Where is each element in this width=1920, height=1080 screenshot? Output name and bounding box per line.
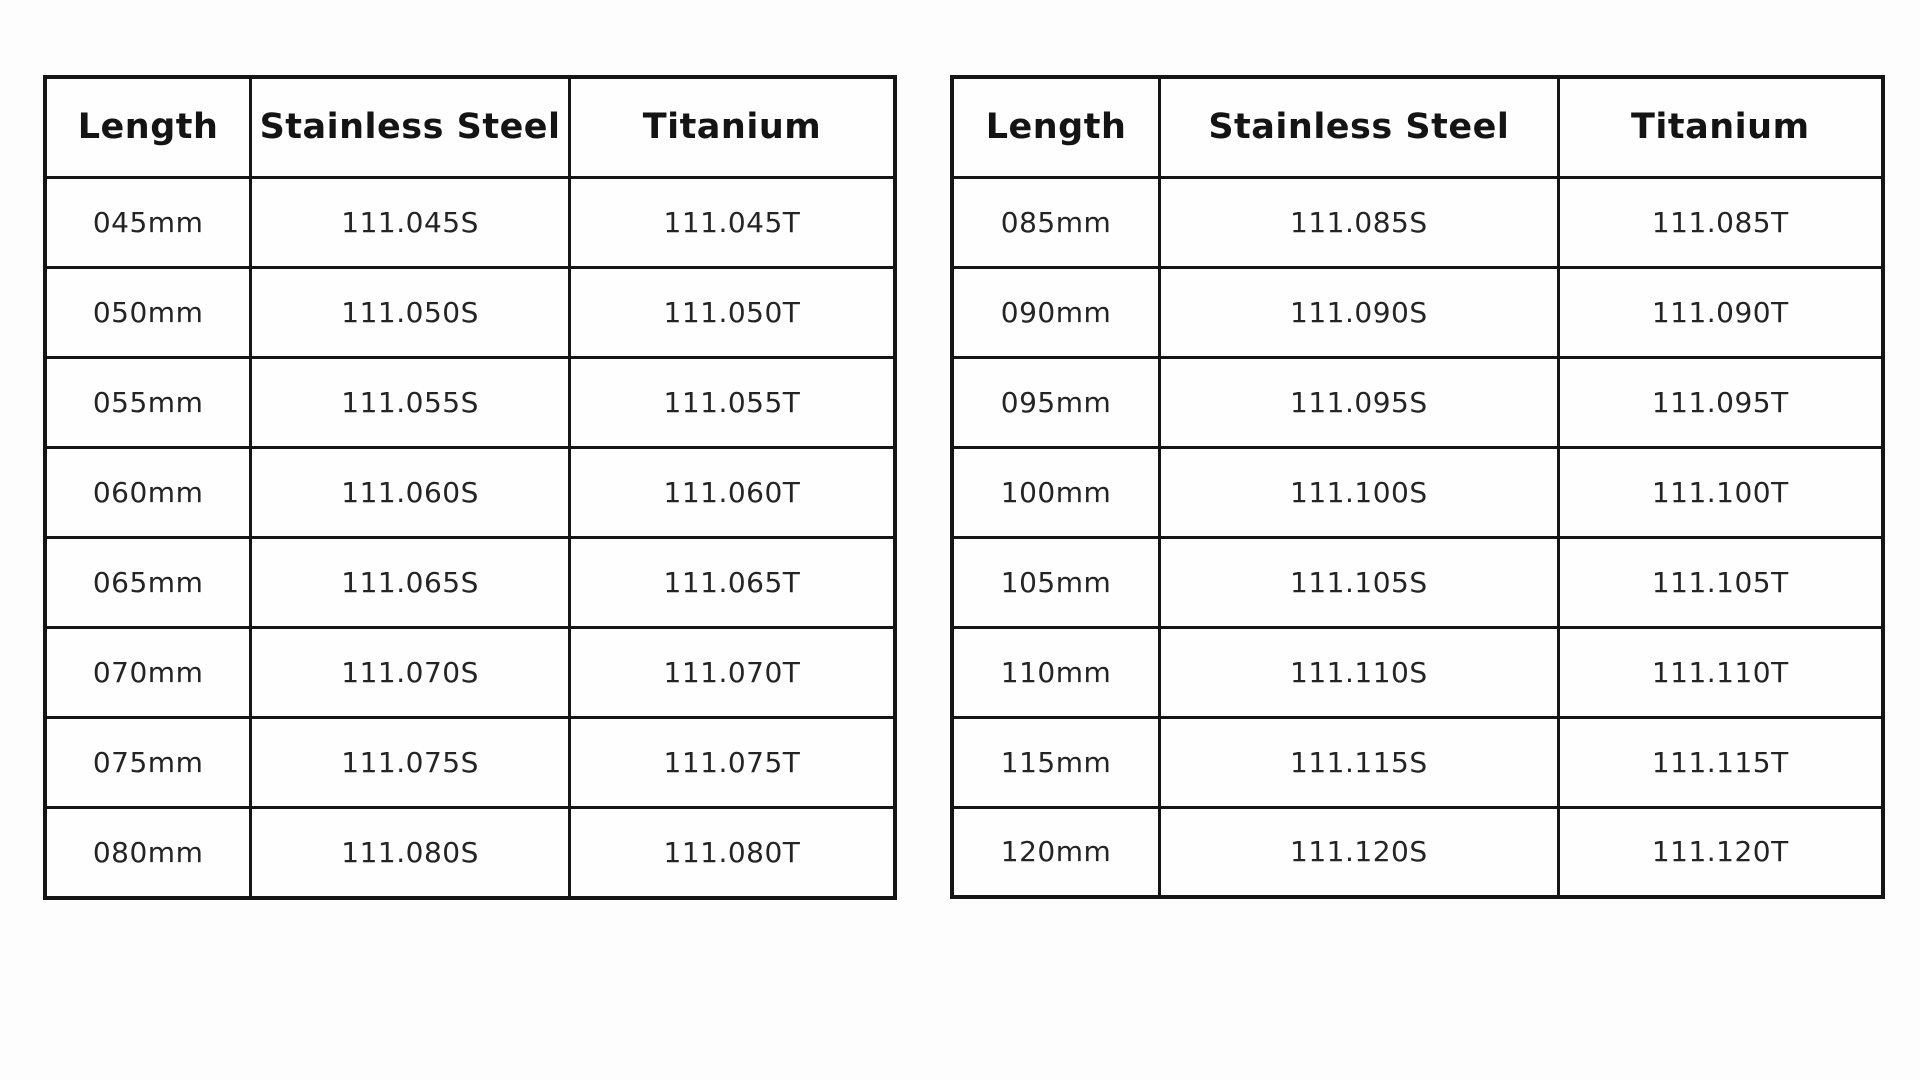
table-row <box>952 717 1883 807</box>
stainless-steel-code-cell: 111.055S <box>251 357 570 447</box>
table-body <box>45 177 895 898</box>
length-cell: 045mm <box>45 177 251 267</box>
length-cell: 085mm <box>952 177 1160 267</box>
column-header-stainless-steel: Stainless Steel <box>251 77 570 177</box>
column-header-titanium: Titanium <box>1558 77 1883 177</box>
titanium-code-cell: 111.050T <box>569 267 895 357</box>
table-row <box>45 808 895 898</box>
table-row <box>45 267 895 357</box>
table-row <box>45 357 895 447</box>
length-cell: 095mm <box>952 357 1160 447</box>
stainless-steel-code-cell: 111.090S <box>1160 267 1558 357</box>
titanium-code-cell: 111.100T <box>1558 447 1883 537</box>
table-row <box>952 267 1883 357</box>
length-cell: 090mm <box>952 267 1160 357</box>
length-cell: 060mm <box>45 447 251 537</box>
titanium-code-cell: 111.080T <box>569 808 895 898</box>
titanium-code-cell: 111.055T <box>569 357 895 447</box>
column-header-titanium: Titanium <box>569 77 895 177</box>
length-cell: 050mm <box>45 267 251 357</box>
table-row <box>952 447 1883 537</box>
titanium-code-cell: 111.085T <box>1558 177 1883 267</box>
column-header-length: Length <box>952 77 1160 177</box>
titanium-code-cell: 111.090T <box>1558 267 1883 357</box>
table-row <box>952 177 1883 267</box>
table-row <box>45 628 895 718</box>
titanium-code-cell: 111.060T <box>569 447 895 537</box>
stainless-steel-code-cell: 111.095S <box>1160 357 1558 447</box>
stainless-steel-code-cell: 111.085S <box>1160 177 1558 267</box>
length-cell: 120mm <box>952 807 1160 897</box>
length-cell: 115mm <box>952 717 1160 807</box>
titanium-code-cell: 111.095T <box>1558 357 1883 447</box>
titanium-code-cell: 111.120T <box>1558 807 1883 897</box>
column-header-length: Length <box>45 77 251 177</box>
length-cell: 105mm <box>952 537 1160 627</box>
stainless-steel-code-cell: 111.065S <box>251 538 570 628</box>
titanium-code-cell: 111.105T <box>1558 537 1883 627</box>
table-row <box>45 447 895 537</box>
table-row <box>952 357 1883 447</box>
product-table-045-080 <box>43 75 897 900</box>
titanium-code-cell: 111.115T <box>1558 717 1883 807</box>
length-cell: 055mm <box>45 357 251 447</box>
column-header-stainless-steel: Stainless Steel <box>1160 77 1558 177</box>
table-row <box>45 177 895 267</box>
table-row <box>45 538 895 628</box>
stainless-steel-code-cell: 111.070S <box>251 628 570 718</box>
length-cell: 075mm <box>45 718 251 808</box>
length-cell: 100mm <box>952 447 1160 537</box>
stainless-steel-code-cell: 111.115S <box>1160 717 1558 807</box>
titanium-code-cell: 111.075T <box>569 718 895 808</box>
table-header-row <box>45 77 895 177</box>
titanium-code-cell: 111.045T <box>569 177 895 267</box>
stainless-steel-code-cell: 111.075S <box>251 718 570 808</box>
stainless-steel-code-cell: 111.080S <box>251 808 570 898</box>
length-cell: 070mm <box>45 628 251 718</box>
titanium-code-cell: 111.110T <box>1558 627 1883 717</box>
stainless-steel-code-cell: 111.050S <box>251 267 570 357</box>
table-row <box>952 627 1883 717</box>
stainless-steel-code-cell: 111.120S <box>1160 807 1558 897</box>
product-table-085-120 <box>950 75 1885 899</box>
table-row <box>952 807 1883 897</box>
table-row <box>952 537 1883 627</box>
titanium-code-cell: 111.065T <box>569 538 895 628</box>
table-header-row <box>952 77 1883 177</box>
stainless-steel-code-cell: 111.105S <box>1160 537 1558 627</box>
length-cell: 065mm <box>45 538 251 628</box>
table-body <box>952 177 1883 897</box>
length-cell: 110mm <box>952 627 1160 717</box>
stainless-steel-code-cell: 111.110S <box>1160 627 1558 717</box>
stainless-steel-code-cell: 111.045S <box>251 177 570 267</box>
table-row <box>45 718 895 808</box>
length-cell: 080mm <box>45 808 251 898</box>
stainless-steel-code-cell: 111.060S <box>251 447 570 537</box>
titanium-code-cell: 111.070T <box>569 628 895 718</box>
stainless-steel-code-cell: 111.100S <box>1160 447 1558 537</box>
